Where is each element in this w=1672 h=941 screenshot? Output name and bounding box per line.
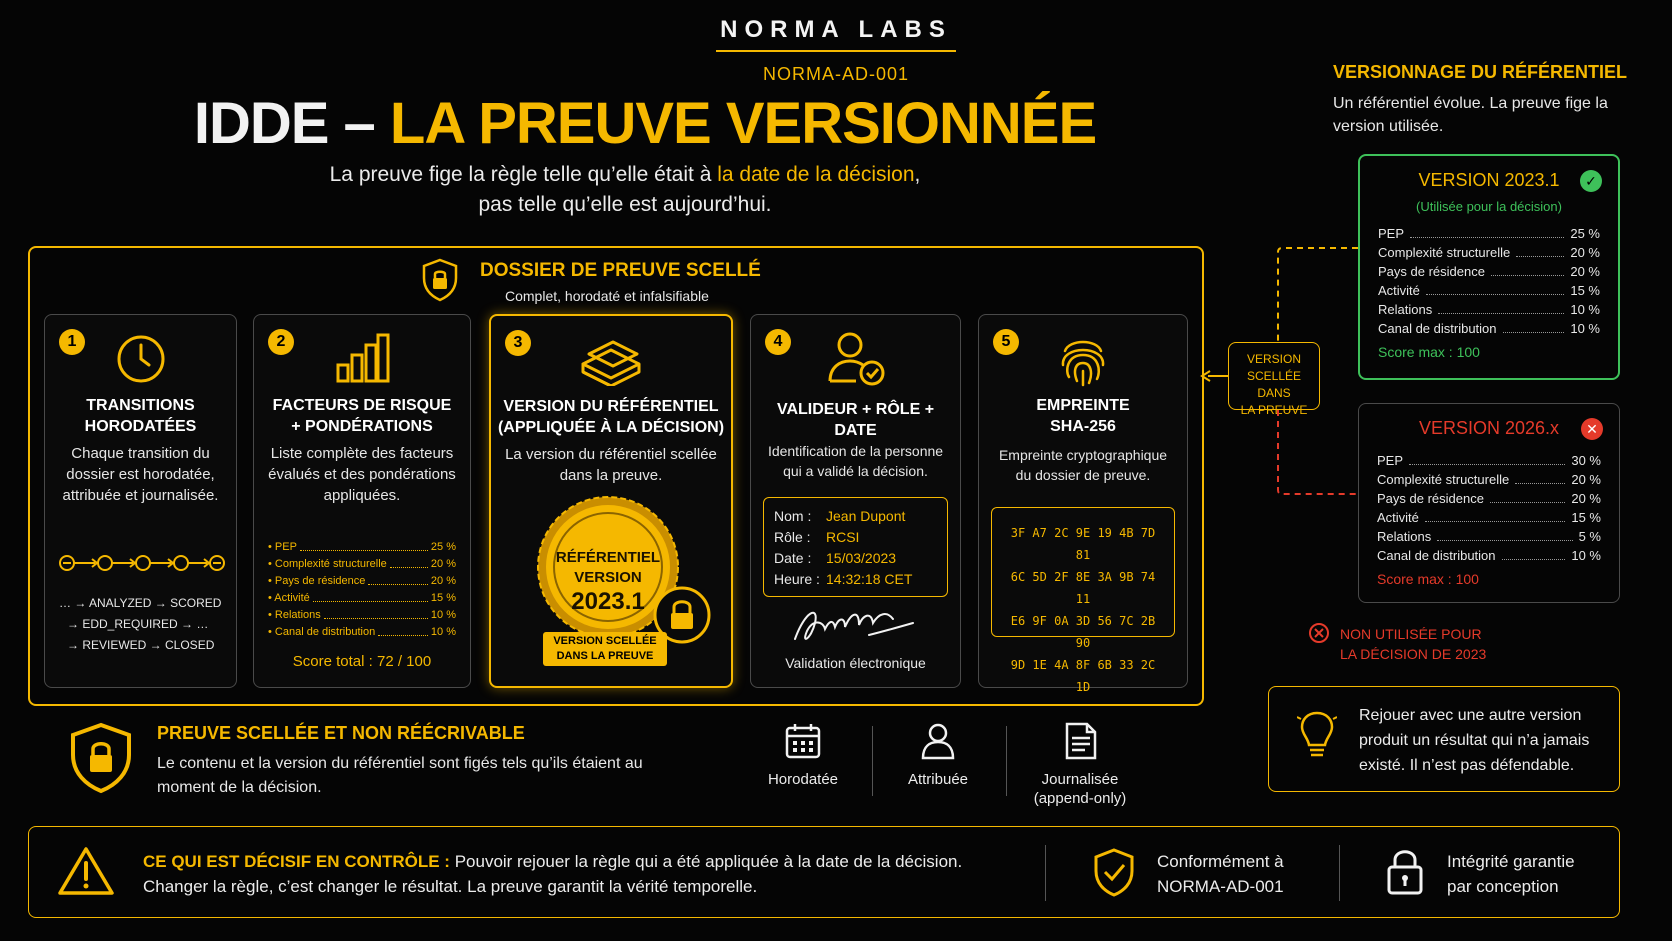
hash-line: 6C 5D 2F 8E 3A 9B 74 11	[1010, 570, 1156, 606]
dot-leader	[1438, 300, 1564, 314]
factor-weight: 20 %	[1571, 472, 1601, 487]
divider	[1045, 845, 1046, 901]
identity-value: Jean Dupont	[826, 508, 906, 524]
flow-line: … → ANALYZED → SCORED	[59, 596, 222, 610]
seal-line: RÉFÉRENTIEL	[555, 549, 661, 566]
person-icon	[919, 722, 957, 760]
divider	[872, 726, 873, 796]
feature-journaled	[1020, 722, 1140, 808]
factor-name: Complexité structurelle	[1378, 245, 1511, 260]
sealed-caption: VERSION SCELLÉE DANS LA PREUVE	[543, 632, 667, 666]
weight-row	[1377, 470, 1601, 489]
dossier-subtitle: Complet, horodaté et infalsifiable	[505, 288, 709, 304]
weight-row	[268, 607, 456, 624]
subtitle-highlight: la date de la décision	[717, 163, 915, 186]
dot-leader	[313, 590, 428, 602]
card-risk-factors	[253, 314, 471, 688]
footer-text-line2: Changer la règle, c’est changer le résultat. La preuve garantit la vérité temporelle.	[143, 877, 758, 896]
footer-banner	[28, 826, 1620, 918]
identity-key: Date :	[774, 550, 812, 566]
dot-leader	[1515, 470, 1565, 484]
compliance-label: Conformément à NORMA-AD-001	[1157, 852, 1284, 896]
hash-line: E6 9F 0A 3D 56 7C 2B 90	[1010, 614, 1156, 650]
step-number: 2	[268, 329, 294, 355]
connector-line-new	[1278, 410, 1358, 494]
divider	[1339, 845, 1340, 901]
subtitle-part1: La preuve fige la règle telle qu’elle était à	[329, 163, 718, 186]
factor-name: Complexité structurelle	[1377, 472, 1510, 487]
dot-leader	[390, 556, 428, 568]
card-description: Identification de la personne qui a validé la décision.	[767, 443, 944, 479]
sealed-description: Le contenu et la version du référentiel sont figés tels qu’ils étaient au moment de la décision.	[157, 755, 643, 796]
factor-name: Canal de distribution	[1378, 321, 1497, 336]
factor-weight: 10 %	[1571, 548, 1601, 563]
cross-icon: ✕	[1581, 418, 1603, 440]
weight-row	[1378, 262, 1600, 281]
flow-line: → EDD_REQUIRED → …	[67, 617, 209, 631]
card-title: FACTEURS DE RISQUE + PONDÉRATIONS	[272, 397, 452, 435]
transition-flow	[59, 593, 222, 656]
card-description: Liste complète des facteurs évalués et des pondérations appliquées.	[268, 445, 456, 504]
factor-name: • Complexité structurelle	[268, 558, 387, 570]
title-highlight: LA PREUVE VERSIONNÉE	[389, 91, 1097, 156]
dot-leader	[378, 624, 428, 636]
factor-name: Activité	[1377, 510, 1419, 525]
weight-row	[268, 539, 456, 556]
seal-line: VERSION	[574, 569, 642, 586]
weight-row	[268, 556, 456, 573]
factor-name: • Relations	[268, 609, 321, 621]
card-title: EMPREINTE SHA-256	[1036, 397, 1130, 435]
footer-lead: CE QUI EST DÉCISIF EN CONTRÔLE :	[143, 852, 450, 871]
clock-icon	[115, 333, 167, 385]
card-fingerprint	[978, 314, 1188, 694]
shield-lock-icon	[420, 258, 460, 302]
version-new-score: Score max : 100	[1377, 571, 1479, 587]
subtitle-part2: ,	[914, 163, 921, 186]
identity-value: RCSI	[826, 529, 860, 545]
factor-list	[268, 539, 456, 641]
versioning-subtitle: Un référentiel évolue. La preuve fige la version utilisée.	[1333, 95, 1608, 135]
dot-leader	[1410, 224, 1564, 238]
version-used-title: VERSION 2023.1	[1418, 170, 1560, 190]
weight-row	[1377, 489, 1601, 508]
version-used-score: Score max : 100	[1378, 344, 1480, 360]
factor-weight: 20 %	[1571, 491, 1601, 506]
factor-name: Pays de résidence	[1377, 491, 1484, 506]
identity-key: Rôle :	[774, 529, 811, 545]
factor-weight: 10 %	[1570, 321, 1600, 336]
factor-weight: 20 %	[430, 558, 456, 570]
shield-check-icon	[1093, 847, 1135, 897]
cross-circle-icon	[1308, 622, 1330, 644]
weight-row	[1377, 508, 1601, 527]
version-used-rows	[1378, 224, 1600, 338]
dot-leader	[1426, 281, 1564, 295]
factor-weight: 10 %	[430, 626, 456, 638]
version-used-note: (Utilisée pour la décision)	[1416, 199, 1562, 214]
footer-text-line1: Pouvoir rejouer la règle qui a été appliquée à la date de la décision.	[449, 852, 963, 871]
identity-key: Heure :	[774, 571, 820, 587]
dot-leader	[1503, 319, 1565, 333]
fingerprint-icon	[1057, 331, 1109, 387]
versioning-title: VERSIONNAGE DU RÉFÉRENTIEL	[1333, 62, 1628, 82]
page-title	[0, 90, 1290, 157]
dot-leader	[1516, 243, 1564, 257]
factor-weight: 10 %	[1570, 302, 1600, 317]
dot-leader	[1409, 451, 1565, 465]
factor-weight: 5 %	[1578, 529, 1601, 544]
books-icon	[579, 334, 643, 386]
weight-row	[1378, 319, 1600, 338]
sha256-hash	[991, 507, 1175, 694]
weight-row	[1378, 281, 1600, 300]
factor-name: Canal de distribution	[1377, 548, 1496, 563]
factor-weight: 30 %	[1571, 453, 1601, 468]
factor-weight: 15 %	[430, 592, 456, 604]
sealed-title: PREUVE SCELLÉE ET NON RÉÉCRIVABLE	[157, 723, 525, 743]
dot-leader	[1425, 508, 1565, 522]
identity-key: Nom :	[774, 508, 812, 524]
weight-row	[268, 590, 456, 607]
step-number: 1	[59, 329, 85, 355]
signature-icon	[789, 601, 919, 649]
warning-icon	[57, 845, 115, 897]
version-used-box	[1358, 154, 1620, 380]
bar-chart-icon	[334, 333, 390, 385]
card-validator	[750, 314, 961, 688]
title-prefix: IDDE –	[193, 91, 390, 156]
tip-text: Rejouer avec une autre version produit un résultat qui n’a jamais existé. Il n’est pas défendable.	[1359, 707, 1590, 774]
version-new-title: VERSION 2026.x	[1418, 418, 1560, 438]
factor-weight: 15 %	[1570, 283, 1600, 298]
shield-lock-icon	[68, 722, 134, 794]
divider	[1006, 726, 1007, 796]
validation-label: Validation électronique	[785, 655, 926, 671]
feature-label: Journalisée (append-only)	[1033, 771, 1127, 807]
subtitle-line2: pas telle qu’elle est aujourd’hui.	[478, 193, 772, 216]
integrity-label: Intégrité garantie par conception	[1447, 852, 1575, 896]
dot-leader	[1437, 527, 1572, 541]
factor-name: Activité	[1378, 283, 1420, 298]
card-description: La version du référentiel scellée dans la preuve.	[505, 446, 717, 484]
seal-version: 2023.1	[571, 588, 645, 615]
factor-name: • Canal de distribution	[268, 626, 376, 638]
version-new-box	[1358, 403, 1620, 603]
dot-leader	[1502, 546, 1566, 560]
flow-line: → REVIEWED → CLOSED	[67, 638, 215, 652]
dot-leader	[300, 539, 428, 551]
document-code: NORMA-AD-001	[762, 64, 910, 84]
dot-leader	[1491, 262, 1564, 276]
factor-name: • PEP	[268, 541, 297, 553]
version-new-rows	[1377, 451, 1601, 565]
brand-name: NORMA LABS	[716, 16, 956, 52]
feature-label: Horodatée	[767, 771, 839, 788]
factor-name: Relations	[1378, 302, 1433, 317]
weight-row	[1378, 243, 1600, 262]
user-check-icon	[826, 331, 886, 387]
factor-weight: 25 %	[430, 541, 456, 553]
factor-name: PEP	[1377, 453, 1404, 468]
weight-row	[1377, 527, 1601, 546]
feature-timestamped	[743, 722, 863, 789]
connector-label: VERSION SCELLÉE DANS LA PREUVE	[1240, 352, 1308, 417]
check-icon: ✓	[1580, 170, 1602, 192]
connector-lines	[1200, 240, 1370, 500]
factor-name: Relations	[1377, 529, 1432, 544]
calendar-icon	[784, 722, 822, 760]
score-total: Score total : 72 / 100	[292, 653, 432, 670]
feature-attributed	[878, 722, 998, 789]
hash-line: 9D 1E 4A 8F 6B 33 2C 1D	[1010, 658, 1156, 694]
not-used-label: NON UTILISÉE POUR LA DÉCISION DE 2023	[1340, 626, 1487, 662]
step-number: 3	[505, 330, 531, 356]
factor-name: PEP	[1378, 226, 1405, 241]
document-icon	[1061, 722, 1099, 760]
dot-leader	[368, 573, 428, 585]
step-number: 5	[993, 329, 1019, 355]
card-description: Empreinte cryptographique du dossier de preuve.	[998, 447, 1168, 483]
card-description: Chaque transition du dossier est horodatée, attribuée et journalisée.	[62, 445, 219, 504]
dot-leader	[1490, 489, 1565, 503]
lightbulb-icon	[1297, 709, 1337, 761]
validator-identity	[763, 497, 948, 597]
lock-icon	[1385, 847, 1425, 897]
card-title: TRANSITIONS HORODATÉES	[84, 397, 197, 435]
factor-weight: 25 %	[1570, 226, 1600, 241]
tip-box	[1268, 686, 1620, 792]
factor-weight: 15 %	[1571, 510, 1601, 525]
connector-line-used	[1278, 248, 1358, 342]
footer-message	[143, 849, 1043, 899]
factor-weight: 20 %	[1570, 245, 1600, 260]
card-transitions	[44, 314, 237, 688]
weight-row	[268, 573, 456, 590]
factor-name: Pays de résidence	[1378, 264, 1485, 279]
weight-row	[1377, 451, 1601, 470]
factor-name: • Pays de résidence	[268, 575, 366, 587]
state-chain-icon	[59, 553, 225, 573]
weight-row	[1377, 546, 1601, 565]
factor-weight: 20 %	[1570, 264, 1600, 279]
card-title: VERSION DU RÉFÉRENTIEL (APPLIQUÉE À LA DÉCISION)	[497, 398, 725, 436]
factor-name: • Activité	[268, 592, 310, 604]
card-title: VALIDEUR + RÔLE + DATE	[776, 401, 935, 439]
weight-row	[268, 624, 456, 641]
dot-leader	[324, 607, 428, 619]
step-number: 4	[765, 329, 791, 355]
card-referential-version	[489, 314, 733, 688]
dossier-title: DOSSIER DE PREUVE SCELLÉ	[480, 260, 761, 281]
factor-weight: 20 %	[430, 575, 456, 587]
feature-label: Attribuée	[907, 771, 969, 788]
weight-row	[1378, 300, 1600, 319]
identity-value: 14:32:18 CET	[826, 571, 913, 587]
factor-weight: 10 %	[430, 609, 456, 621]
hash-line: 3F A7 2C 9E 19 4B 7D 81	[1010, 526, 1156, 562]
page-subtitle	[240, 160, 1010, 220]
weight-row	[1378, 224, 1600, 243]
identity-value: 15/03/2023	[826, 550, 897, 566]
